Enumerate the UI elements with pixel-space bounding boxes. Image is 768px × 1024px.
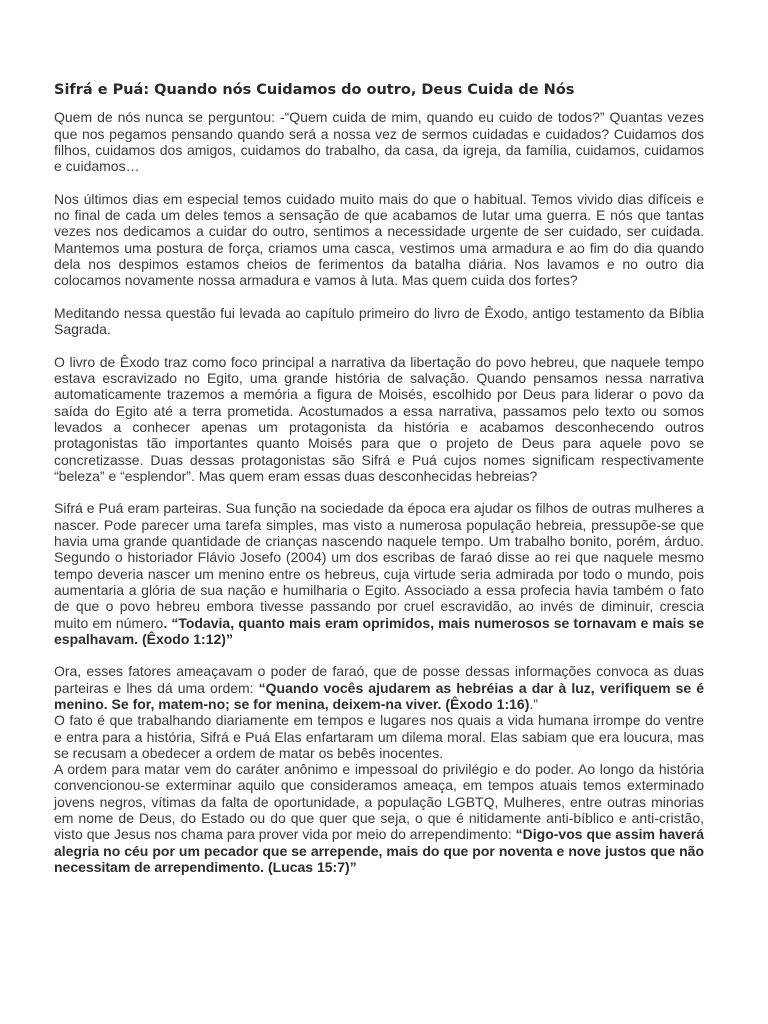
document-page — [54, 82, 704, 875]
paragraph-3: Meditando nessa questão fui levada ao capítulo primeiro do livro de Êxodo, antigo testamento da Bíblia Sagrada. — [54, 304, 704, 338]
paragraph-2: Nos últimos dias em especial temos cuidado muito mais do que o habitual. Temos vivido dias difíceis e no final de cada um deles temos a sensação de que acabamos de lutar uma guerra. E nós que tantas vezes nos dedicamos a cuidar do outro, sentimos a necessidade urgente de ser cuidado, ser cuidada. Mantemos uma postura de força, criamos uma casca, vestimos uma armadura e ao fim do dia quando dela nos despimos estamos cheios de ferimentos da batalha diária. Nos lavamos e no outro dia colocamos novamente nossa armadura e vamos à luta. Mas quem cuida dos fortes? — [54, 190, 704, 289]
exodus-1-12-quote: . “Todavia, quanto mais eram oprimidos, mais numerosos se tornavam e mais se espalhavam. (Êxodo 1:12)” — [54, 614, 704, 647]
paragraph-7: O fato é que trabalhando diariamente em tempos e lugares nos quais a vida humana irrompe do ventre e entra para a história, Sifrá e Puá Elas enfartaram um dilema moral. Elas sabiam que era loucura, mas se recusam a obedecer a ordem de matar os bebês inocentes. — [54, 712, 704, 761]
paragraph-6-text: Ora, esses fatores ameaçavam o poder de faraó, que de posse dessas informações convoca as duas parteiras e lhes dá uma ordem: — [54, 663, 704, 696]
paragraph-8 — [54, 761, 704, 875]
document-title: Sifrá e Puá: Quando nós Cuidamos do outro, Deus Cuida de Nós — [54, 82, 575, 98]
paragraph-8-text: A ordem para matar vem do caráter anônimo e impessoal do privilégio e do poder. Ao longo da história convencionou-se exterminar aquilo que consideramos ameaça, em tempos atuais temos exterminado jovens negros, vítimas da falta de oportunidade, a população LGBTQ, Mulheres, entre outras minorias em nome de Deus, do Estado ou do que quer que seja, o que é nitidamente anti-bíblico e anti-cristão, visto que Jesus nos chama para prover vida por meio do arrependimento: — [54, 761, 704, 843]
luke-15-7-quote: “Digo-vos que assim haverá alegria no céu por um pecador que se arrepende, mais do que por noventa e nove justos que não necessitam de arrependimento. (Lucas 15:7)” — [54, 826, 704, 875]
paragraph-5 — [54, 500, 704, 647]
paragraph-1: Quem de nós nunca se perguntou: -“Quem cuida de mim, quando eu cuido de todos?” Quantas vezes que nos pegamos pensando quando será a nossa vez de sermos cuidadas e cuidados? Cuidamos dos filhos, cuidamos dos amigos, cuidamos do trabalho, da casa, da igreja, da família, cuidamos, cuidamos e cuidamos… — [54, 109, 704, 175]
paragraph-6-end: .” — [529, 695, 538, 712]
exodus-1-16-quote: “Quando vocês ajudarem as hebréias a dar à luz, verifiquem se é menino. Se for, matem-no; se for menina, deixem-na viver. (Êxodo 1:16) — [54, 679, 705, 712]
paragraph-6 — [54, 663, 704, 712]
paragraph-5-text: Sifrá e Puá eram parteiras. Sua função na sociedade da época era ajudar os filhos de outras mulheres a nascer. Pode parecer uma tarefa simples, mas visto a numerosa população hebreia, pressupõe-se que havia uma grande quantidade de crianças nascendo naquele tempo. Um trabalho bonito, porém, árduo. Segundo o historiador Flávio Josefo (2004) um dos escribas de faraó disse ao rei que naquele mesmo tempo deveria nascer um menino entre os hebreus, cuja virtude seria admirada por todo o mundo, pois aumentaria a glória de sua nação e humilharia o Egito. Associado a essa profecia havia também o fato de que o povo hebreu embora tivesse passando por cruel escravidão, ao invés de diminuir, crescia muito em número — [54, 500, 704, 631]
paragraph-4: O livro de Êxodo traz como foco principal a narrativa da libertação do povo hebreu, que naquele tempo estava escravizado no Egito, uma grande história de salvação. Quando pensamos nessa narrativa automaticamente trazemos a memória a figura de Moisés, escolhido por Deus para liderar o povo da saída do Egito até a terra prometida. Acostumados a essa narrativa, passamos pelo texto ou somos levados a conhecer apenas um protagonista da história e acabamos desconhecendo outros protagonistas tão importantes quanto Moisés para que o projeto de Deus para aquele povo se concretizasse. Duas dessas protagonistas são Sifrá e Puá cujos nomes significam respectivamente “beleza” e “esplendor”. Mas quem eram essas duas desconhecidas hebreias? — [54, 353, 704, 484]
